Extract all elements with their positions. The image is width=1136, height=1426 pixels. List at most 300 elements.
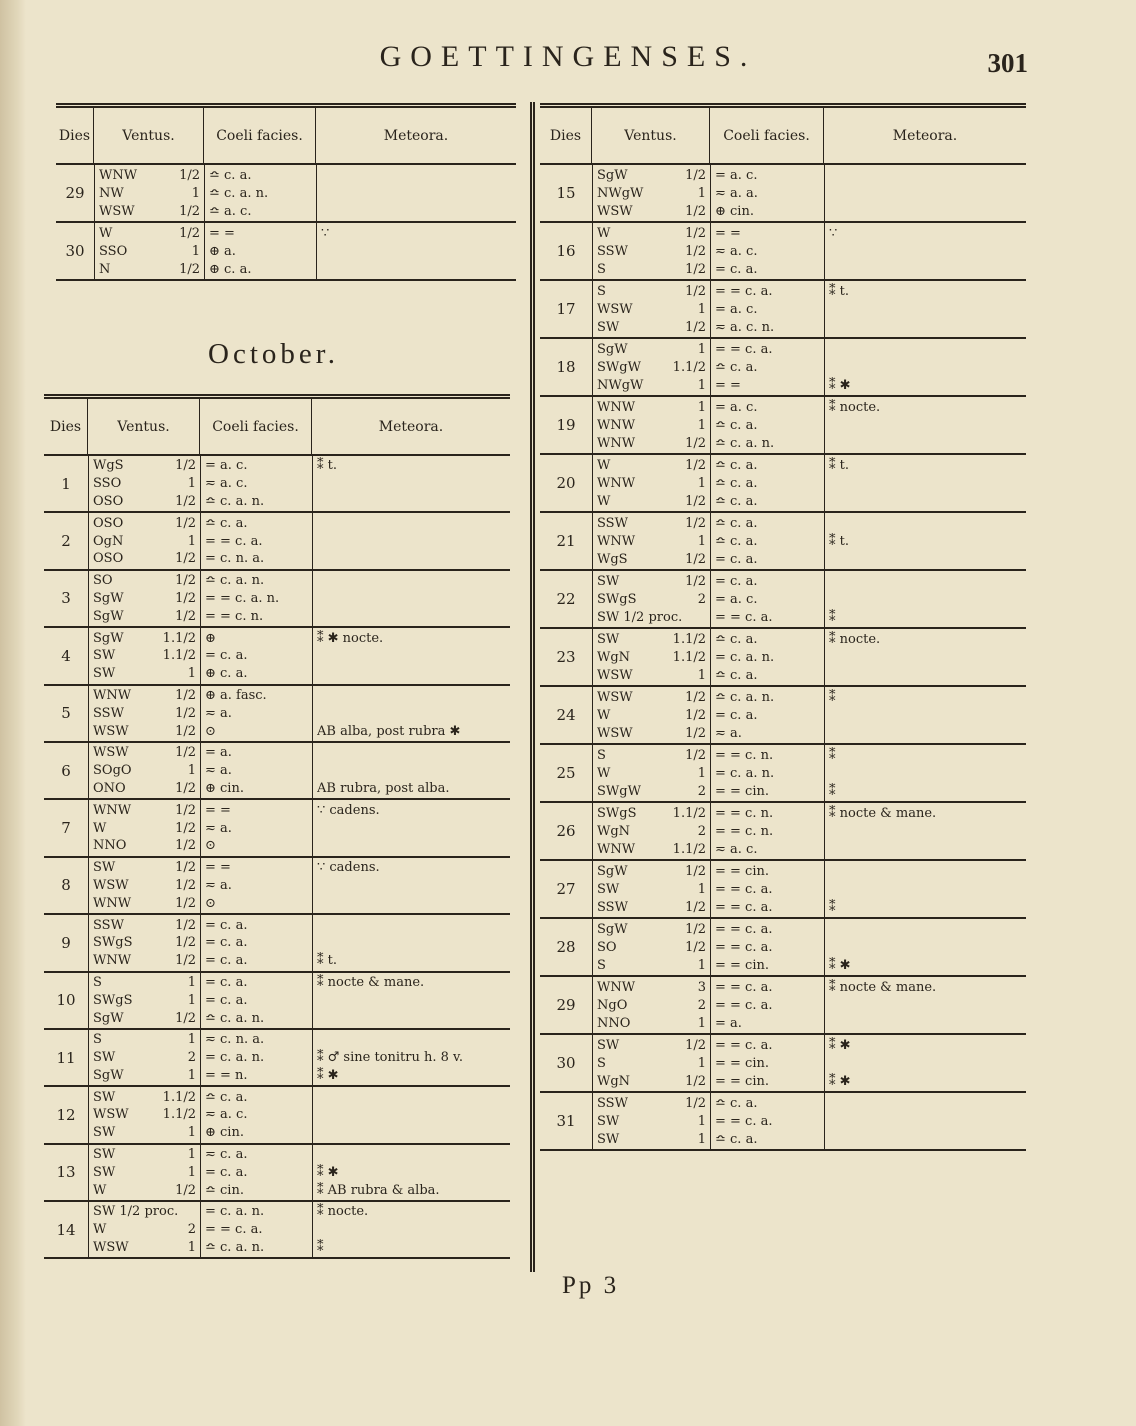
header-ventus: Ventus. — [94, 108, 204, 163]
wind-strength: 1.1/2 — [162, 648, 196, 664]
sky-entry: ≏ c. a. n. — [205, 573, 265, 589]
wind-strength: 1/2 — [175, 917, 196, 933]
day-row — [44, 1202, 510, 1259]
wind-direction: W — [93, 1182, 107, 1198]
wind-direction: SW — [93, 1050, 116, 1066]
wind-entry — [93, 802, 200, 819]
meteora-entry — [317, 1146, 510, 1163]
meteora-cell — [824, 629, 1026, 685]
day-row — [44, 1087, 510, 1144]
meteora-cell — [824, 165, 1026, 221]
day-row — [44, 1145, 510, 1202]
wind-direction: S — [93, 1032, 102, 1048]
wind-entry — [597, 1073, 710, 1090]
sky-entry: = = c. n. — [715, 747, 774, 763]
day-number: 16 — [556, 242, 576, 260]
ventus-cell — [592, 919, 710, 975]
sky-entry: = c. a. — [205, 917, 248, 933]
september-end-table — [56, 103, 516, 281]
meteora-cell — [824, 919, 1026, 975]
wind-strength: 1 — [187, 1147, 196, 1163]
header-dies: Dies — [56, 108, 94, 163]
wind-strength: 1 — [187, 974, 196, 990]
wind-direction: W — [597, 457, 611, 473]
day-number: 22 — [556, 590, 576, 608]
wind-entry — [93, 934, 200, 951]
sky-entry: = = c. a. — [715, 1113, 773, 1129]
wind-strength: 1/2 — [685, 283, 706, 299]
wind-direction: WgN — [597, 649, 631, 665]
sky-entry: = = c. a. — [715, 283, 773, 299]
wind-direction: WSW — [93, 1107, 129, 1123]
meteora-cell — [312, 915, 510, 970]
meteora-entry: ⁑ ✱ — [317, 1164, 339, 1180]
ventus-cell — [592, 571, 710, 627]
coeli-cell — [710, 513, 824, 569]
day-number: 9 — [61, 933, 71, 952]
meteora-entry — [829, 707, 1026, 724]
sky-entry: ≂ c. n. a. — [205, 1032, 265, 1048]
day-number: 27 — [556, 880, 576, 898]
coeli-cell — [200, 800, 312, 855]
wind-strength: 1/2 — [685, 261, 706, 277]
wind-strength: 1/2 — [685, 167, 706, 183]
day-number: 5 — [61, 704, 71, 723]
meteora-entry: ⁑ t. — [829, 457, 849, 473]
wind-strength: 1/2 — [175, 493, 196, 509]
wind-strength: 1/2 — [685, 689, 706, 705]
wind-direction: SSW — [597, 899, 628, 915]
sky-entry: ≂ a. — [715, 725, 742, 741]
sky-entry: = = c. a. — [715, 979, 773, 995]
meteora-cell — [312, 743, 510, 798]
meteora-entry — [321, 203, 516, 220]
wind-strength: 1/2 — [685, 921, 706, 937]
meteora-cell — [312, 1202, 510, 1257]
wind-direction: NW — [99, 185, 124, 201]
wind-entry — [93, 917, 200, 934]
meteora-entry — [829, 667, 1026, 684]
day-row — [540, 455, 1026, 513]
day-row — [56, 223, 516, 281]
sky-entry: ⊕ c. a. — [209, 261, 252, 277]
meteora-entry: ∵ cadens. — [317, 802, 380, 818]
sky-entry: ≏ c. a. n. — [715, 435, 775, 451]
ventus-cell — [88, 973, 200, 1028]
sky-entry: = c. a. — [715, 573, 758, 589]
wind-strength: 1/2 — [685, 1073, 706, 1089]
meteora-entry — [317, 705, 510, 722]
wind-entry — [99, 203, 204, 220]
meteora-entry — [317, 550, 510, 567]
wind-direction: WSW — [93, 877, 129, 893]
day-number: 30 — [65, 242, 85, 260]
ventus-cell — [88, 1145, 200, 1200]
wind-strength: 1/2 — [175, 877, 196, 893]
wind-direction: OSO — [93, 551, 124, 567]
ventus-cell — [592, 1035, 710, 1091]
ventus-cell — [88, 915, 200, 970]
sky-entry: ≂ a. — [205, 877, 232, 893]
ventus-cell — [592, 687, 710, 743]
coeli-cell — [710, 977, 824, 1033]
wind-entry — [597, 1055, 710, 1072]
wind-strength: 1/2 — [685, 707, 706, 723]
meteora-entry — [829, 1113, 1026, 1130]
meteora-cell — [824, 1093, 1026, 1149]
wind-strength: 1 — [697, 301, 706, 317]
ventus-cell — [592, 803, 710, 859]
wind-strength: 1/2 — [685, 225, 706, 241]
meteora-entry — [829, 1055, 1026, 1072]
sky-entry: = = c. a. — [715, 899, 773, 915]
sky-entry: = = c. a. — [715, 1037, 773, 1053]
day-number: 13 — [56, 1163, 76, 1182]
wind-direction: SW 1/2 proc. — [93, 1204, 179, 1220]
wind-entry — [99, 243, 204, 260]
wind-direction: SgW — [93, 1067, 124, 1083]
wind-direction: SSW — [597, 515, 628, 531]
wind-entry — [597, 417, 710, 434]
wind-direction: W — [597, 707, 611, 723]
wind-strength: 1 — [187, 1164, 196, 1180]
sky-entry: ≏ c. a. n. — [209, 185, 269, 201]
sky-entry: = c. a. — [205, 992, 248, 1008]
meteora-entry — [829, 649, 1026, 666]
coeli-cell — [710, 281, 824, 337]
wind-strength: 1 — [187, 763, 196, 779]
wind-strength: 1/2 — [685, 863, 706, 879]
wind-direction: SgW — [597, 863, 628, 879]
sky-entry: = = c. a. — [715, 341, 773, 357]
header-meteora: Meteora. — [892, 127, 958, 144]
header-coeli: Coeli facies. — [200, 399, 312, 454]
header-dies: Dies — [540, 108, 592, 163]
meteora-entry: ⁑ — [829, 609, 836, 625]
wind-strength: 2 — [187, 1050, 196, 1066]
meteora-entry — [829, 591, 1026, 608]
wind-direction: WSW — [597, 667, 633, 683]
sky-entry: ≏ c. a. — [209, 167, 252, 183]
wind-strength: 1/2 — [685, 515, 706, 531]
wind-entry — [93, 820, 200, 837]
wind-direction: W — [93, 1222, 107, 1238]
meteora-entry: ⁑ — [829, 783, 836, 799]
sky-entry: = a. c. — [715, 591, 758, 607]
meteora-cell — [824, 455, 1026, 511]
wind-entry — [597, 689, 710, 706]
wind-direction: N — [99, 261, 111, 277]
wind-direction: WSW — [99, 203, 135, 219]
wind-entry — [93, 665, 200, 682]
meteora-entry — [829, 261, 1026, 278]
day-row — [540, 571, 1026, 629]
wind-direction: SO — [597, 939, 617, 955]
day-row — [44, 915, 510, 972]
wind-direction: WSW — [597, 725, 633, 741]
meteora-entry — [317, 1106, 510, 1123]
wind-strength: 1 — [187, 476, 196, 492]
wind-strength: 1 — [187, 1032, 196, 1048]
meteora-entry — [829, 341, 1026, 358]
wind-strength: 1.1/2 — [162, 1107, 196, 1123]
meteora-entry — [829, 939, 1026, 956]
meteora-entry: ⁑ ✱ — [829, 377, 851, 393]
wind-entry — [597, 863, 710, 880]
day-row — [44, 571, 510, 628]
meteora-cell — [312, 973, 510, 1028]
wind-entry — [93, 687, 200, 704]
sky-entry: ⊙ — [205, 723, 216, 739]
meteora-entry — [317, 647, 510, 664]
wind-entry — [93, 744, 200, 761]
meteora-entry — [829, 881, 1026, 898]
meteora-cell — [312, 858, 510, 913]
wind-entry — [93, 515, 200, 532]
wind-direction: WSW — [597, 203, 633, 219]
coeli-cell — [200, 513, 312, 568]
wind-entry — [597, 979, 710, 996]
ventus-cell — [94, 223, 204, 279]
wind-direction: OSO — [93, 493, 124, 509]
wind-strength: 1 — [187, 666, 196, 682]
coeli-cell — [710, 919, 824, 975]
wind-strength: 1/2 — [179, 167, 200, 183]
wind-entry — [597, 1113, 710, 1130]
day-number: 15 — [556, 184, 576, 202]
meteora-cell — [312, 800, 510, 855]
meteora-entry — [317, 917, 510, 934]
sky-entry: = = cin. — [715, 783, 769, 799]
day-number: 17 — [556, 300, 576, 318]
ventus-cell — [592, 1093, 710, 1149]
day-number: 6 — [61, 761, 71, 780]
wind-entry — [93, 572, 200, 589]
day-number: 19 — [556, 416, 576, 434]
binding-gutter — [0, 0, 26, 1426]
wind-direction: SOgO — [93, 763, 132, 779]
wind-direction: S — [597, 261, 606, 277]
sky-entry: = c. a. n. — [205, 1204, 265, 1220]
sky-entry: = = — [205, 802, 231, 818]
meteora-entry — [321, 185, 516, 202]
meteora-entry: ⁑ t. — [829, 283, 849, 299]
meteora-entry — [317, 493, 510, 510]
wind-direction: WSW — [93, 1240, 129, 1256]
sky-entry: = = c. n. — [205, 608, 264, 624]
coeli-cell — [710, 223, 824, 279]
sky-entry: = c. a. — [205, 648, 248, 664]
wind-direction: SgW — [597, 341, 628, 357]
wind-direction: WNW — [597, 399, 636, 415]
wind-strength: 1.1/2 — [162, 1089, 196, 1105]
wind-entry — [597, 841, 710, 858]
wind-entry — [597, 765, 710, 782]
day-row — [44, 686, 510, 743]
sky-entry: = = cin. — [715, 1073, 769, 1089]
wind-strength: 1.1/2 — [672, 631, 706, 647]
wind-entry — [93, 608, 200, 625]
wind-direction: SW — [597, 631, 620, 647]
day-number: 14 — [56, 1220, 76, 1239]
sky-entry: ≂ a. — [205, 763, 232, 779]
meteora-entry — [829, 435, 1026, 452]
meteora-entry — [321, 261, 516, 278]
meteora-entry — [829, 167, 1026, 184]
meteora-cell — [824, 745, 1026, 801]
wind-direction: SW — [597, 319, 620, 335]
wind-direction: SO — [93, 573, 113, 589]
meteora-entry — [829, 359, 1026, 376]
wind-entry — [93, 1106, 200, 1123]
meteora-entry — [829, 1131, 1026, 1148]
ventus-cell — [88, 456, 200, 511]
meteora-cell — [312, 628, 510, 683]
sky-entry: = = c. n. — [715, 823, 774, 839]
wind-direction: SSO — [99, 243, 128, 259]
meteora-entry — [829, 243, 1026, 260]
coeli-cell — [200, 1202, 312, 1257]
meteora-cell — [824, 513, 1026, 569]
wind-entry — [93, 705, 200, 722]
meteora-entry: ⁑ nocte. — [317, 1204, 369, 1220]
day-row — [540, 687, 1026, 745]
wind-entry — [93, 780, 200, 797]
meteora-entry — [829, 1095, 1026, 1112]
sky-entry: = a. — [205, 745, 232, 761]
day-row — [540, 339, 1026, 397]
wind-strength: 1/2 — [175, 608, 196, 624]
meteora-cell — [824, 571, 1026, 627]
wind-direction: WgS — [93, 458, 124, 474]
day-row — [540, 745, 1026, 803]
sky-entry: = a. — [715, 1015, 742, 1031]
sky-entry: ≂ a. c. n. — [715, 319, 775, 335]
meteora-entry — [317, 934, 510, 951]
meteora-entry: ∵ — [829, 225, 838, 241]
sky-entry: ≂ a. c. — [715, 243, 758, 259]
sky-entry: ≏ c. a. — [715, 515, 758, 531]
meteora-entry — [829, 1015, 1026, 1032]
meteora-entry: ⁑ — [829, 747, 836, 763]
wind-entry — [597, 359, 710, 376]
sky-entry: = = cin. — [715, 957, 769, 973]
wind-direction: SWgW — [597, 359, 641, 375]
coeli-cell — [710, 745, 824, 801]
day-number: 24 — [556, 706, 576, 724]
sky-entry: ≏ c. a. — [715, 1095, 758, 1111]
meteora-entry — [317, 744, 510, 761]
wind-strength: 1 — [697, 765, 706, 781]
wind-direction: W — [99, 225, 113, 241]
coeli-cell — [710, 165, 824, 221]
wind-entry — [93, 859, 200, 876]
wind-strength: 1/2 — [175, 723, 196, 739]
day-row — [44, 973, 510, 1030]
wind-strength: 1/2 — [685, 899, 706, 915]
wind-entry — [597, 225, 710, 242]
coeli-cell — [710, 455, 824, 511]
coeli-cell — [204, 223, 316, 279]
wind-entry — [597, 1095, 710, 1112]
coeli-cell — [200, 973, 312, 1028]
meteora-entry — [317, 687, 510, 704]
sky-entry: ⊕ c. a. — [205, 666, 248, 682]
wind-entry — [597, 707, 710, 724]
ventus-cell — [592, 397, 710, 453]
wind-direction: WNW — [93, 953, 132, 969]
coeli-cell — [200, 456, 312, 511]
meteora-entry: ⁑ t. — [829, 533, 849, 549]
wind-entry — [597, 167, 710, 184]
wind-direction: WgS — [597, 551, 628, 567]
wind-direction: SWgS — [93, 935, 133, 951]
sky-entry: ≂ a. c. — [715, 841, 758, 857]
wind-entry — [93, 1221, 200, 1238]
sky-entry: ≏ c. a. — [205, 1089, 248, 1105]
sky-entry: ≏ a. c. — [209, 203, 252, 219]
wind-strength: 1 — [191, 243, 200, 259]
day-row — [44, 743, 510, 800]
meteora-entry — [317, 1124, 510, 1141]
header-ventus: Ventus. — [88, 399, 200, 454]
wind-strength: 1/2 — [175, 590, 196, 606]
wind-entry — [93, 837, 200, 854]
sky-entry: ≏ c. a. n. — [205, 493, 265, 509]
sky-entry: = c. a. — [715, 707, 758, 723]
wind-direction: SSW — [597, 243, 628, 259]
meteora-cell — [312, 1030, 510, 1085]
wind-direction: NNO — [93, 838, 127, 854]
day-number: 25 — [556, 764, 576, 782]
wind-entry — [93, 1146, 200, 1163]
wind-strength: 2 — [697, 997, 706, 1013]
day-number: 2 — [61, 532, 71, 551]
column-divider — [530, 102, 535, 1272]
wind-entry — [93, 457, 200, 474]
sky-entry: ⊙ — [205, 895, 216, 911]
wind-entry — [597, 667, 710, 684]
sky-entry: = c. a. — [205, 974, 248, 990]
wind-strength: 1 — [187, 533, 196, 549]
sky-entry: = = c. a. — [205, 1222, 263, 1238]
wind-strength: 1/2 — [175, 573, 196, 589]
wind-strength: 1/2 — [685, 319, 706, 335]
wind-direction: ONO — [93, 780, 126, 796]
sky-entry: = = — [715, 225, 741, 241]
wind-entry — [93, 1239, 200, 1256]
day-number: 26 — [556, 822, 576, 840]
wind-strength: 1/2 — [175, 780, 196, 796]
sky-entry: = = c. n. — [715, 805, 774, 821]
ventus-cell — [88, 686, 200, 741]
wind-direction: WNW — [93, 687, 132, 703]
wind-entry — [597, 1015, 710, 1032]
wind-direction: SSW — [93, 917, 124, 933]
wind-direction: SSW — [93, 705, 124, 721]
wind-strength: 1/2 — [175, 820, 196, 836]
wind-entry — [597, 997, 710, 1014]
header-dies: Dies — [44, 399, 88, 454]
sky-entry: ⊕ cin. — [715, 203, 754, 219]
meteora-cell — [824, 339, 1026, 395]
wind-direction: WNW — [597, 475, 636, 491]
sky-entry: = a. c. — [715, 167, 758, 183]
sky-entry: ≏ c. a. n. — [205, 1010, 265, 1026]
sky-entry: = = cin. — [715, 863, 769, 879]
wind-entry — [597, 881, 710, 898]
wind-strength: 1 — [187, 1125, 196, 1141]
